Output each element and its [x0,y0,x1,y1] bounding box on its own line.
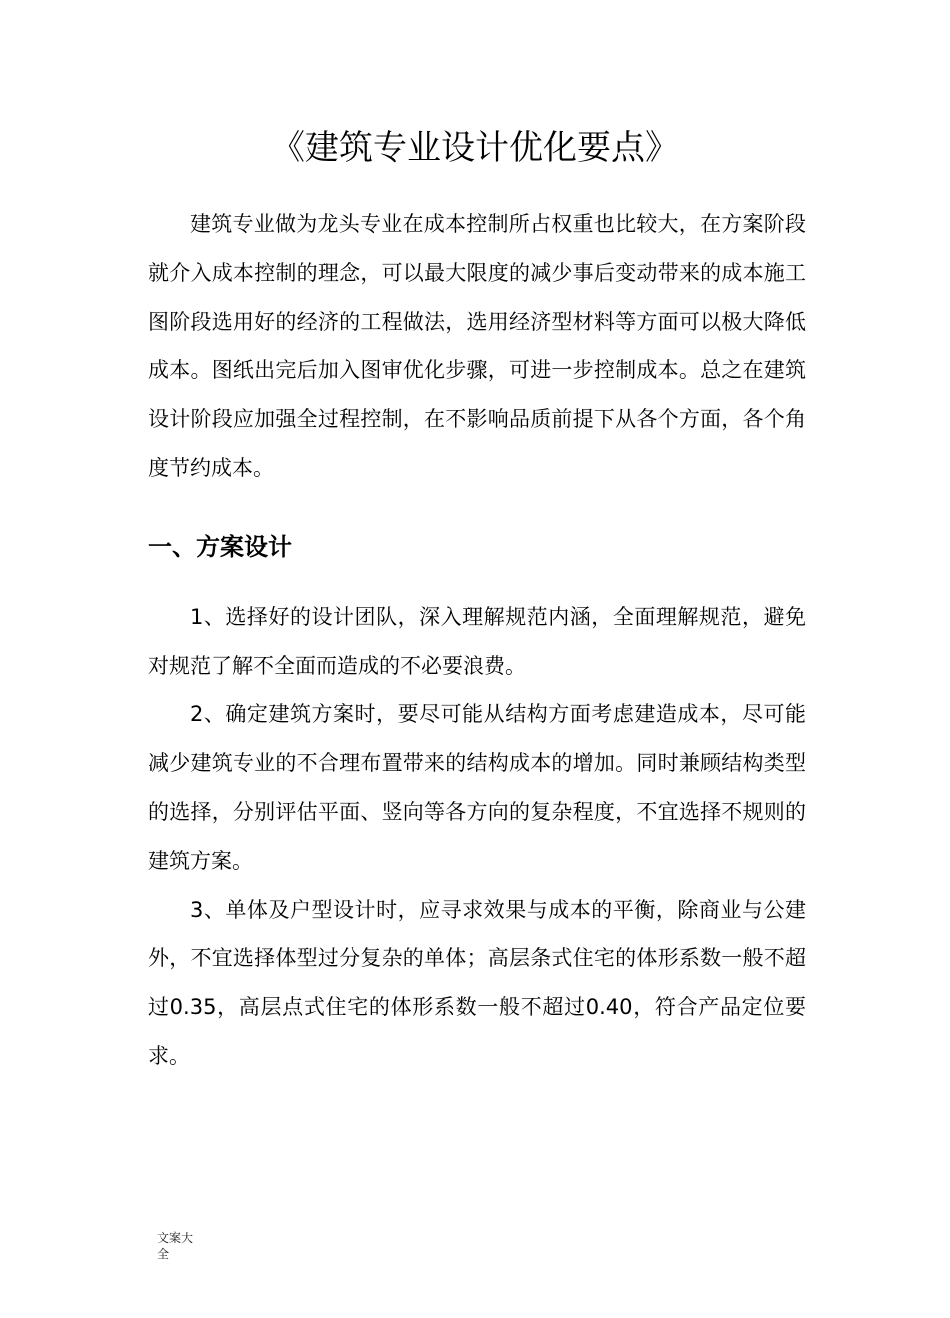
spacer [148,493,806,523]
footer-watermark-text: 文案大全 [157,1231,194,1261]
spacer [148,571,806,593]
section-heading-scheme-design: 一、方案设计 [148,532,292,561]
list-item: 2、确定建筑方案时，要尽可能从结构方面考虑建造成本，尽可能减少建筑专业的不合理布置带来的结构成本的增加。同时兼顾结构类型的选择，分别评估平面、竖向等各方向的复杂程度，不宜选择不规则的建筑方案。 [148,702,806,873]
list-item: 3、单体及户型设计时，应寻求效果与成本的平衡，除商业与公建外，不宜选择体型过分复杂的单体；高层条式住宅的体形系数一般不超过0.35，高层点式住宅的体形系数一般不超过0.40，符合产品定位要求。 [148,897,806,1068]
intro-paragraph: 建筑专业做为龙头专业在成本控制所占权重也比较大，在方案阶段就介入成本控制的理念，可以最大限度的减少事后变动带来的成本施工图阶段选用好的经济的工程做法，选用经济型材料等方面可以极大降低成本。图纸出完后加入图审优化步骤，可进一步控制成本。总之在建筑设计阶段应加强全过程控制，在不影响品质前提下从各个方面，各个角度节约成本。 [148,212,806,480]
list-item: 1、选择好的设计团队，深入理解规范内涵，全面理解规范，避免对规范了解不全面而造成的不必要浪费。 [148,604,806,678]
document-title: 《建筑专业设计优化要点》 [271,128,679,168]
document-body [148,200,806,1081]
